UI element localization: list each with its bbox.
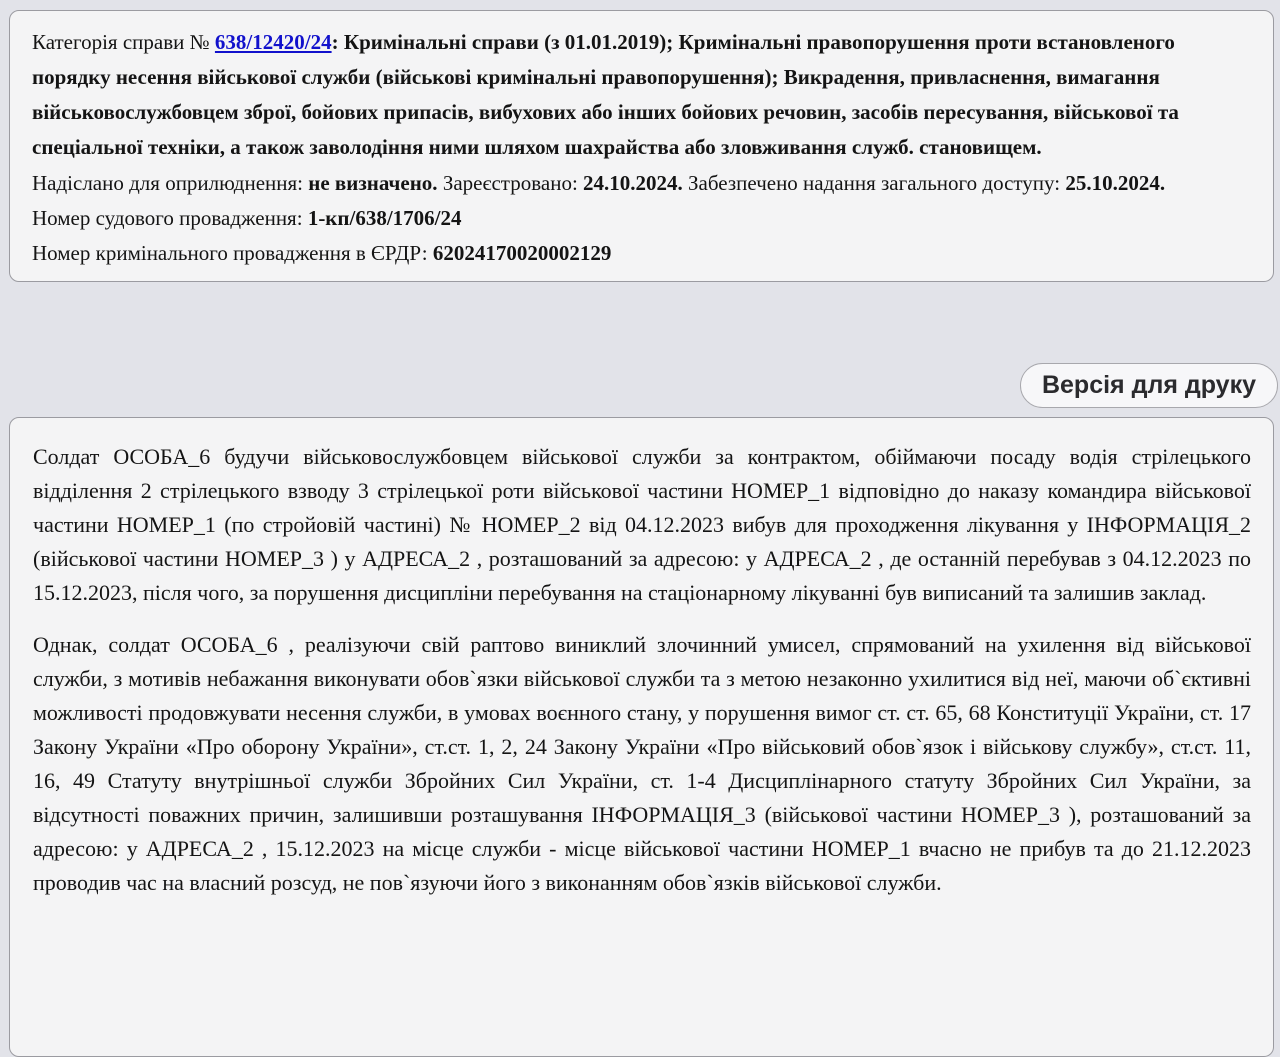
- court-proceeding-row: [32, 201, 1253, 236]
- registered-value: 24.10.2024.: [583, 171, 683, 195]
- case-category-label: Категорія справи №: [32, 30, 215, 54]
- case-category: [32, 25, 1253, 165]
- decision-paragraph-1: Солдат ОСОБА_6 будучи військовослужбовцем військової служби за контрактом, обіймаючи посаду водія стрілецького відділення 2 стрілецького взводу 3 стрілецької роти військової частини НОМЕР_1 відповідно до наказу командира військової частини НОМЕР_1 (по стройовій частині) № НОМЕР_2 від 04.12.2023 вибув для проходження лікування у ІНФОРМАЦІЯ_2 (військової частини НОМЕР_3 ) у АДРЕСА_2 , розташований за адресою: у АДРЕСА_2 , де останній перебував з 04.12.2023 по 15.12.2023, після чого, за порушення дисципліни перебування на стаціонарному лікуванні був виписаний та залишив заклад.: [33, 444, 1251, 605]
- public-access-value: 25.10.2024.: [1065, 171, 1166, 195]
- case-info-panel: [9, 10, 1274, 282]
- publication-info-row: [32, 166, 1253, 201]
- sent-for-publication-value: не визначено.: [308, 171, 438, 195]
- decision-paragraph-2: Однак, солдат ОСОБА_6 , реалізуючи свій раптово виниклий злочинний умисел, спрямований на ухилення від військової служби, з мотивів небажання виконувати обов`язки військової служби та з метою незаконно ухилитися від неї, маючи об`єктивні можливості продовжувати несення служби, в умовах воєнного стану, у порушення вимог ст. ст. 65, 68 Конституції України, ст. 17 Закону України «Про оборону України», ст.ст. 1, 2, 24 Закону України «Про військовий обов`язок і військову службу», ст.ст. 11, 16, 49 Статуту внутрішньої служби Збройних Сил України, ст. 1-4 Дисциплінарного статуту Збройних Сил України, за відсутності поважних причин, залишивши розташування ІНФОРМАЦІЯ_3 (військової частини НОМЕР_3 ), розташований за адресою: у АДРЕСА_2 , 15.12.2023 на місце служби - місце військової частини НОМЕР_1 вчасно не прибув та до 21.12.2023 проводив час на власний розсуд, не пов`язуючи його з виконанням обов`язків військової служби.: [33, 632, 1251, 895]
- erdr-number-value: 62024170020002129: [432, 241, 612, 265]
- erdr-number-row: [32, 236, 1253, 271]
- print-version-button[interactable]: Версія для друку: [1020, 363, 1278, 408]
- registered-label: Зареєстровано:: [437, 171, 584, 195]
- erdr-number-label: Номер кримінального провадження в ЄРДР:: [32, 241, 433, 265]
- decision-text-panel: [9, 417, 1274, 1057]
- public-access-label: Забезпечено надання загального доступу:: [682, 171, 1066, 195]
- court-proceeding-label: Номер судового провадження:: [32, 206, 308, 230]
- court-proceeding-value: 1-кп/638/1706/24: [307, 206, 462, 230]
- case-category-description: : Кримінальні справи (з 01.01.2019); Кримінальні правопорушення проти встановленого порядку несення військової служби (військові кримінальні правопорушення); Викрадення, привласнення, вимагання військовослужбовцем зброї, бойових припасів, вибухових або інших бойових речовин, засобів пересування, військової та спеціальної техніки, а також заволодіння ними шляхом шахрайства або зловживання служб. становищем.: [32, 30, 1179, 159]
- case-number-link[interactable]: 638/12420/24: [214, 30, 332, 54]
- sent-for-publication-label: Надіслано для оприлюднення:: [32, 171, 309, 195]
- toolbar: [1020, 363, 1278, 411]
